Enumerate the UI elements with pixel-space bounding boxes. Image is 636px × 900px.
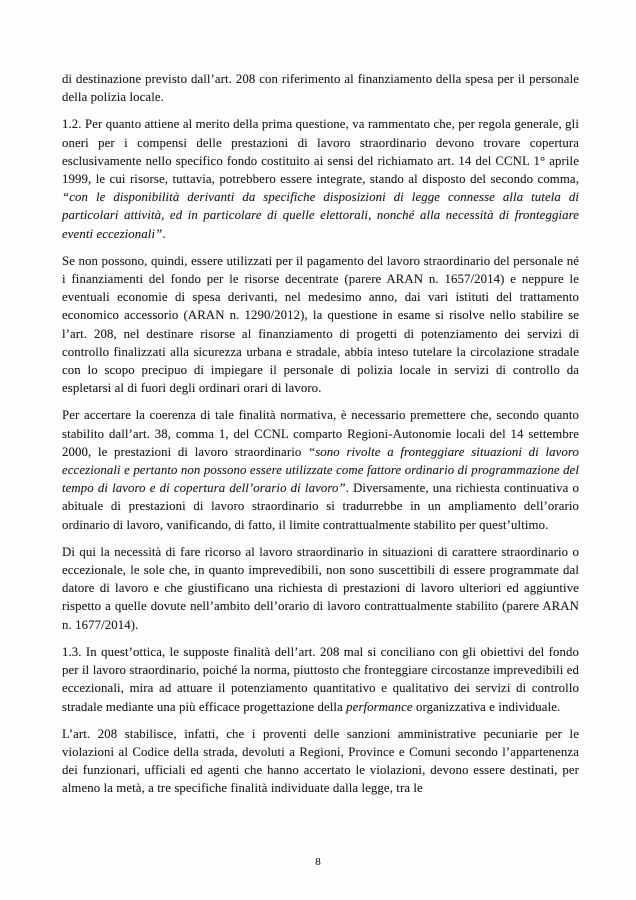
paragraph — [62, 543, 579, 634]
text-run: 1.3. In quest’ottica, le supposte finalità dell’art. 208 mal si conciliano con gli obiettivi del fondo per il lavoro straordinario, poiché la norma, piuttosto che fronteggiare circostanze imprevedibili ed eccezionali, mira ad attuare il potenziamento quantitativo e qualitativo dei servizi di controllo stradale mediante una più efficace progettazione della — [62, 644, 579, 714]
text-run: . — [162, 226, 166, 241]
page-number: 8 — [315, 856, 321, 868]
text-run: Per accertare la coerenza di tale finalità normativa, è necessario premettere che, secondo quanto stabilito dall’art. 38, comma 1, del CCNL comparto Regioni-Autonomie locali del 14 settembre 2000, le prestazioni di lavoro straordinario — [62, 408, 579, 459]
document-body — [62, 70, 579, 807]
paragraph — [62, 252, 579, 398]
text-run: organizzativa e individuale. — [412, 699, 561, 714]
text-run: . Diversamente, una richiesta continuativa o abituale di prestazioni di lavoro straordinario si tradurrebbe in un ampliamento dell’orario ordinario di lavoro, vanificando, di fatto, il limite contrattualmente stabilito per quest’ultimo. — [62, 481, 579, 532]
italic-text-run: “con le disponibilità derivanti da specifiche disposizioni di legge connesse alla tutela di particolari attività, ed in particolare di quelle elettorali, nonché alla necessità di fronteggiare eventi eccezionali” — [62, 190, 579, 241]
paragraph — [62, 725, 579, 798]
page-footer — [0, 856, 636, 868]
text-run: L’art. 208 stabilisce, infatti, che i proventi delle sanzioni amministrative pecuniarie per le violazioni al Codice della strada, devoluti a Regioni, Province e Comuni secondo l’appartenenza dei funzionari, ufficiali ed agenti che hanno accertato le violazioni, devono essere destinati, per almeno la metà, a tre specifiche finalità individuate dalla legge, tra le — [62, 726, 579, 796]
italic-text-run: performance — [346, 699, 413, 714]
text-run: 1.2. Per quanto attiene al merito della prima questione, va rammentato che, per regola generale, gli oneri per i compensi delle prestazioni di lavoro straordinario devono trovare copertura esclusivamente nello specifico fondo costituito ai sensi del richiamato art. 14 del CCNL 1° aprile 1999, le cui risorse, tuttavia, potrebbero essere integrate, stando al disposto del secondo comma, — [62, 117, 579, 187]
italic-text-run: “sono rivolte a fronteggiare situazioni di lavoro eccezionali e pertanto non possono essere utilizzate come fattore ordinario di programmazione del tempo di lavoro e di copertura dell’orario di lavoro” — [62, 444, 579, 496]
paragraph — [62, 70, 579, 106]
text-run: Se non possono, quindi, essere utilizzati per il pagamento del lavoro straordinario del personale né i finanziamenti del fondo per le risorse decentrate (parere ARAN n. 1657/2014) e neppure le eventuali economie di spesa derivanti, nel medesimo anno, dai vari istituti del trattamento economico accessorio (ARAN n. 1290/2012), la questione in esame si risolve nello stabilire se l’art. 208, nel destinare risorse al finanziamento di progetti di potenziamento dei servizi di controllo finalizzati alla sicurezza urbana e stradale, abbia inteso tutelare la circolazione stradale con lo scopo precipuo di impiegare il personale di polizia locale in servizi di controllo da espletarsi al di fuori degli ordinari orari di lavoro. — [62, 253, 579, 396]
text-run: Di qui la necessità di fare ricorso al lavoro straordinario in situazioni di carattere straordinario o eccezionale, le sole che, in quanto imprevedibili, non sono suscettibili di essere programmate dal datore di lavoro e che giustificano una richiesta di prestazioni di lavoro ulteriori ed aggiuntive rispetto a quelle dovute nell’ambito dell’orario di lavoro contrattualmente stabilito (parere ARAN n. 1677/2014). — [62, 544, 579, 632]
paragraph — [62, 643, 579, 716]
text-run: di destinazione previsto dall’art. 208 con riferimento al finanziamento della spesa per il personale della polizia locale. — [62, 72, 579, 105]
paragraph — [62, 115, 579, 242]
paragraph — [62, 406, 579, 533]
